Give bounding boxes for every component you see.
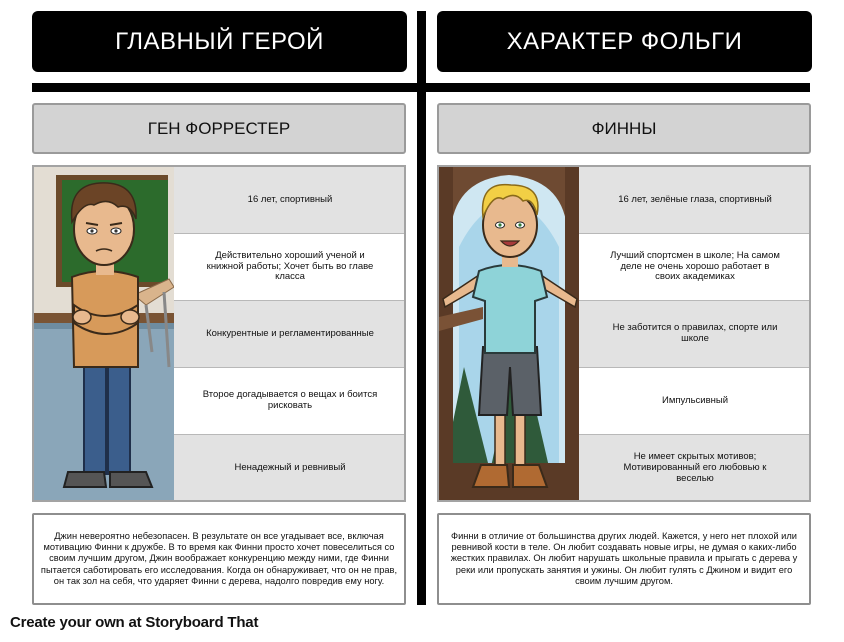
trait-cell: Не имеет скрытых мотивов; Мотивированный его любовью к веселью — [579, 435, 811, 502]
character-name-finny: ФИННЫ — [437, 103, 811, 154]
gene-traits-list — [174, 167, 406, 502]
header-foil-character: ХАРАКТЕР ФОЛЬГИ — [437, 11, 812, 72]
trait-cell: Лучший спортсмен в школе; На самом деле не очень хорошо работает в своих академиках — [579, 234, 811, 301]
description-gene — [32, 513, 406, 605]
vertical-divider — [417, 11, 426, 605]
trait-cell: Не заботится о правилах, спорте или школе — [579, 301, 811, 368]
trait-cell: Второе догадывается о вещах и боится рисковать — [174, 368, 406, 435]
trait-cell: Импульсивный — [579, 368, 811, 435]
finny-traits-list — [579, 167, 811, 502]
horizontal-divider — [32, 83, 810, 92]
trait-cell: Конкурентные и регламентированные — [174, 301, 406, 368]
description-finny — [437, 513, 811, 605]
trait-cell: 16 лет, спортивный — [174, 167, 406, 234]
description-text: Джин невероятно небезопасен. В результате он все угадывает все, включая мотивацию Финни к дружбе. В то время как Финни просто хочет повеселиться со своим лучшим другом, Джин воображает конкуренцию между ними, где Финни пытается саботировать его исследования. Когда он обнаруживает, что он не прав, он так зол на себя, что ударяет Финни с дерева, надолго повредив ему ногу. — [40, 531, 398, 586]
trait-cell: 16 лет, зелёные глаза, спортивный — [579, 167, 811, 234]
trait-cell: Действительно хороший ученой и книжной работы; Хочет быть во главе класса — [174, 234, 406, 301]
gene-illustration — [34, 167, 174, 502]
character-panel-gene — [32, 165, 406, 502]
character-name-gene: ГЕН ФОРРЕСТЕР — [32, 103, 406, 154]
description-text: Финни в отличие от большинства других людей. Кажется, у него нет плохой или ревнивой кости в теле. Он любит создавать новые игры, не думая о каких-либо жестких правилах. Он любит нарушать школьные правила и прыгать с дерева у реки или пропускать занятия и ужины. Он любит гулять с Джином и видит его своим лучшим другом. — [450, 531, 798, 586]
finny-illustration — [439, 167, 579, 502]
storyboard-that-link[interactable]: Create your own at Storyboard That — [10, 614, 259, 631]
trait-cell: Ненадежный и ревнивый — [174, 435, 406, 502]
character-panel-finny — [437, 165, 811, 502]
header-main-character: ГЛАВНЫЙ ГЕРОЙ — [32, 11, 407, 72]
